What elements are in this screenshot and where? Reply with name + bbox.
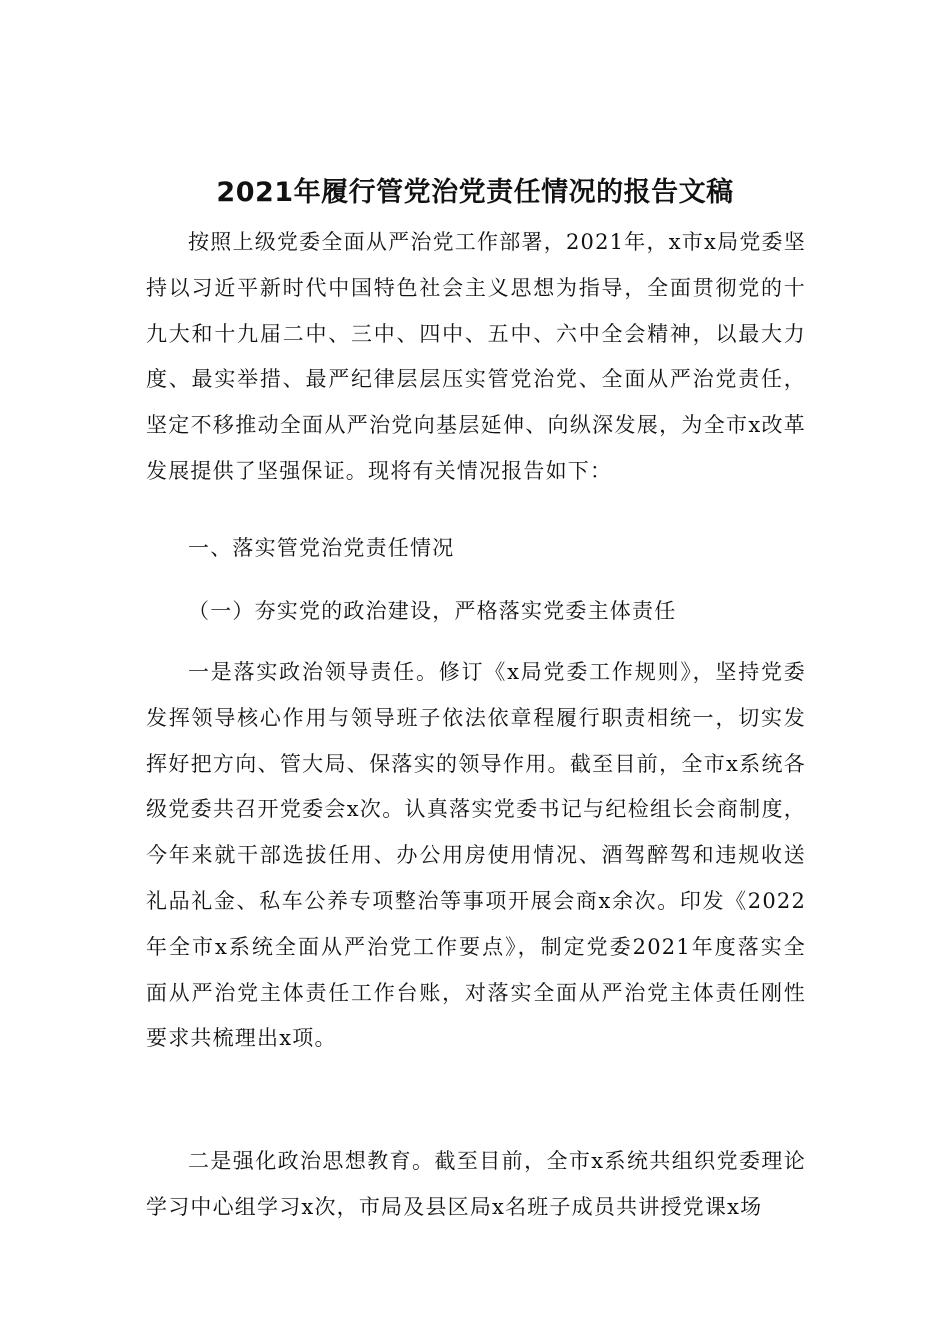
body-paragraph-1: 一是落实政治领导责任。修订《x局党委工作规则》，坚持党委发挥领导核心作用与领导班子依法依章程履行职责相统一，切实发挥好把方向、管大局、保落实的领导作用。截至目前，全市x系统各级党委共召开党委会x次。认真落实党委书记与纪检组长会商制度，今年来就干部选拔任用、办公用房使用情况、酒驾醉驾和违规收送礼品礼金、私车公养专项整治等事项开展会商x余次。印发《2022年全市x系统全面从严治党工作要点》，制定党委2021年度落实全面从严治党主体责任工作台账，对落实全面从严治党主体责任刚性要求共梳理出x项。 — [146, 660, 806, 1051]
subsection-heading: （一）夯实党的政治建设，严格落实党委主体责任 — [188, 599, 677, 623]
body-paragraph-2: 二是强化政治思想教育。截至目前，全市x系统共组织党委理论学习中心组学习x次，市局及县区局x名班子成员共讲授党课x场 — [146, 1149, 806, 1219]
section-heading: 一、落实管党治党责任情况 — [188, 536, 455, 560]
intro-paragraph: 按照上级党委全面从严治党工作部署，2021年，x市x局党委坚持以习近平新时代中国特色社会主义思想为指导，全面贯彻党的十九大和十九届二中、三中、四中、五中、六中全会精神，以最大力度、最实举措、最严纪律层层压实管党治党、全面从严治党责任，坚定不移推动全面从严治党向基层延伸、向纵深发展，为全市x改革发展提供了坚强保证。现将有关情况报告如下： — [146, 230, 806, 483]
document-title: 2021年履行管党治党责任情况的报告文稿 — [216, 177, 734, 209]
